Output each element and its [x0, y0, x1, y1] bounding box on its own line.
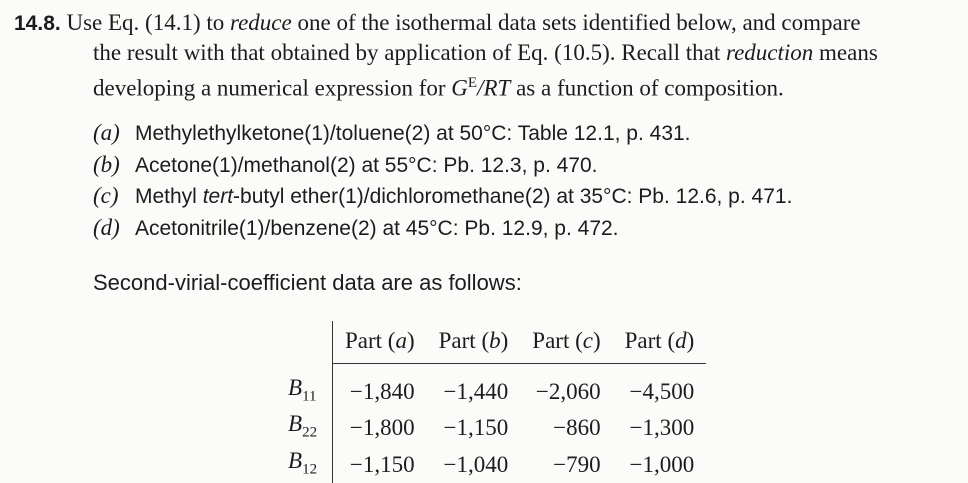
symbol-b: B [288, 447, 303, 473]
table-cell: −1,150 [349, 451, 415, 477]
table-cell: −1,040 [443, 451, 509, 477]
table-cell: −1,000 [629, 451, 695, 477]
line2-reduction-italic: reduction [725, 40, 814, 65]
symbol-subscript: 22 [302, 424, 318, 441]
table-cell: −1,300 [629, 415, 695, 441]
part-label: (d) [93, 214, 120, 240]
part-d [93, 213, 792, 245]
symbol-b: B [288, 411, 303, 437]
line3-text-c: as a function of composition. [510, 75, 784, 101]
virial-coefficient-table [282, 321, 706, 483]
part-text: Methylethylketone(1)/toluene(2) at 50°C: Table 12.1, p. 431. [135, 122, 691, 145]
parts-list [93, 118, 792, 244]
line1-text-a: Use Eq. (14.1) to [66, 10, 230, 35]
table-cell: −790 [553, 451, 601, 477]
header-letter: c [582, 328, 593, 353]
table-corner [282, 321, 333, 364]
part-text: Acetone(1)/methanol(2) at 55°C: Pb. 12.3, p. 470. [135, 153, 598, 177]
line1-text-c: one of the isothermal data sets identified below, and compare [291, 10, 861, 35]
header-suffix: ) [500, 328, 509, 353]
row-symbol [282, 447, 333, 483]
part-text: Acetonitrile(1)/benzene(2) at 45°C: Pb. 12.9, p. 472. [135, 216, 619, 240]
header-prefix: Part ( [532, 328, 583, 353]
table-row-b12 [282, 447, 706, 483]
line1-reduce-italic: reduce [230, 10, 292, 35]
table-cell: −860 [553, 415, 601, 441]
line2-text-a: the result with that obtained by application of Eq. (10.5). Recall that [93, 40, 726, 65]
header-letter: b [489, 328, 501, 353]
header-prefix: Part ( [438, 328, 490, 353]
table-row-b11 [282, 364, 706, 411]
header-letter: a [395, 328, 407, 353]
part-label: (b) [93, 151, 120, 177]
problem-line-1 [14, 8, 964, 39]
column-header-a [333, 321, 427, 364]
ge-symbol: G [451, 75, 468, 101]
ge-superscript: E [467, 75, 478, 91]
part-text-b: -butyl ether(1)/dichloromethane(2) at 35°C: Pb. 12.6, p. 471. [233, 185, 793, 208]
part-b [93, 150, 792, 182]
header-suffix: ) [592, 328, 601, 353]
table-cell: −2,060 [535, 379, 601, 405]
column-header-d [613, 321, 707, 364]
header-suffix: ) [406, 328, 415, 353]
problem-number: 14.8. [14, 12, 61, 35]
virial-note: Second-virial-coefficient data are as follows: [93, 270, 522, 295]
table-cell: −4,500 [629, 379, 695, 405]
row-symbol [282, 410, 333, 447]
part-text-tert: tert [202, 185, 234, 208]
line3-text-a: developing a numerical expression for [93, 75, 452, 101]
header-suffix: ) [686, 328, 695, 353]
table-cell: −1,440 [443, 379, 509, 405]
table-cell: −1,150 [443, 415, 509, 441]
line2-text-c: means [813, 40, 878, 65]
table-row-b22 [282, 410, 706, 447]
rt-symbol: /RT [477, 75, 511, 101]
column-header-b [427, 321, 521, 364]
row-symbol [282, 364, 333, 411]
problem-line-2 [93, 38, 963, 68]
part-label: (c) [93, 183, 119, 208]
part-c [93, 181, 792, 213]
symbol-subscript: 11 [302, 388, 317, 405]
part-text-a: Methyl [135, 185, 203, 208]
header-letter: d [675, 328, 687, 353]
symbol-subscript: 12 [302, 461, 318, 478]
symbol-b: B [288, 374, 303, 400]
problem-line-3 [93, 68, 963, 104]
part-label: (a) [93, 120, 120, 145]
part-a [93, 118, 792, 150]
table-cell: −1,840 [349, 379, 415, 405]
header-prefix: Part ( [345, 328, 396, 353]
table-header-row [282, 321, 706, 364]
header-prefix: Part ( [624, 328, 676, 353]
table-cell: −1,800 [349, 415, 415, 441]
column-header-c [520, 321, 612, 364]
